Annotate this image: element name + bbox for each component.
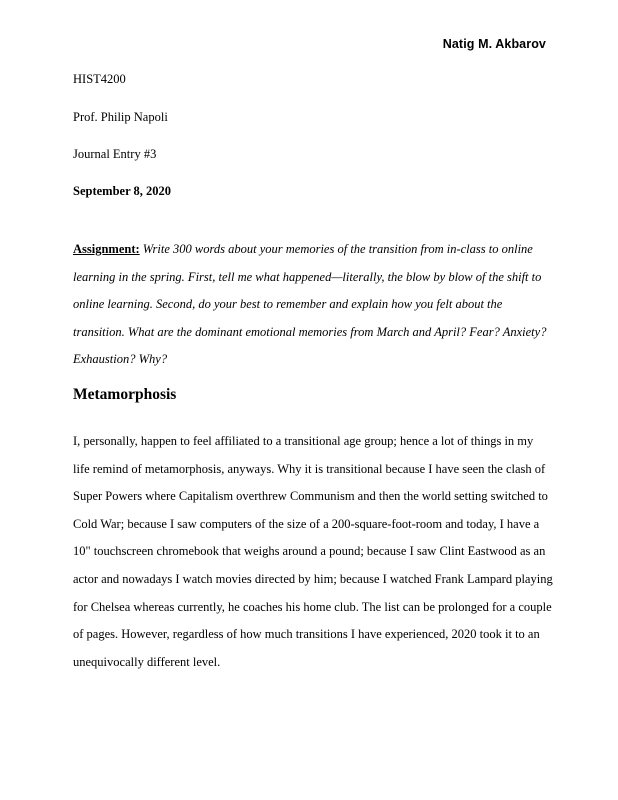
essay-title: Metamorphosis <box>73 386 177 403</box>
assignment-text: Write 300 words about your memories of the transition from in-class to online learning in the spring. First, tell me what happened—literally, the blow by blow of the shift to online learning. Second, do your best to remember and explain how you felt about the transition. What are the dominant emotional memories from March and April? Fear? Anxiety? Exhaustion? Why? <box>73 242 547 367</box>
course-code: HIST4200 <box>73 72 126 86</box>
professor-name: Prof. Philip Napoli <box>73 110 168 124</box>
entry-date: September 8, 2020 <box>73 184 172 198</box>
assignment-label: Assignment: <box>73 242 140 256</box>
author-name: Natig M. Akbarov <box>442 37 546 51</box>
essay-paragraph: I, personally, happen to feel affiliated to a transitional age group; hence a lot of things in my life remind of metamorphosis, anyways. Why it is transitional because I have seen the clash of Super Powers where Capitalism overthrew Communism and then the world setting switched to Cold War; because I saw computers of the size of a 200-square-foot-room and today, I have a 10" touchscreen chromebook that weighs around a pound; because I saw Clint Eastwood as an actor and nowadays I watch movies directed by him; because I watched Frank Lampard playing for Chelsea whereas currently, he coaches his home club. The list can be prolonged for a couple of pages. However, regardless of how much transitions I have experienced, 2020 took it to an unequivocally different level. <box>73 434 553 669</box>
assignment-block <box>73 236 553 374</box>
journal-entry-label: Journal Entry #3 <box>73 147 157 161</box>
